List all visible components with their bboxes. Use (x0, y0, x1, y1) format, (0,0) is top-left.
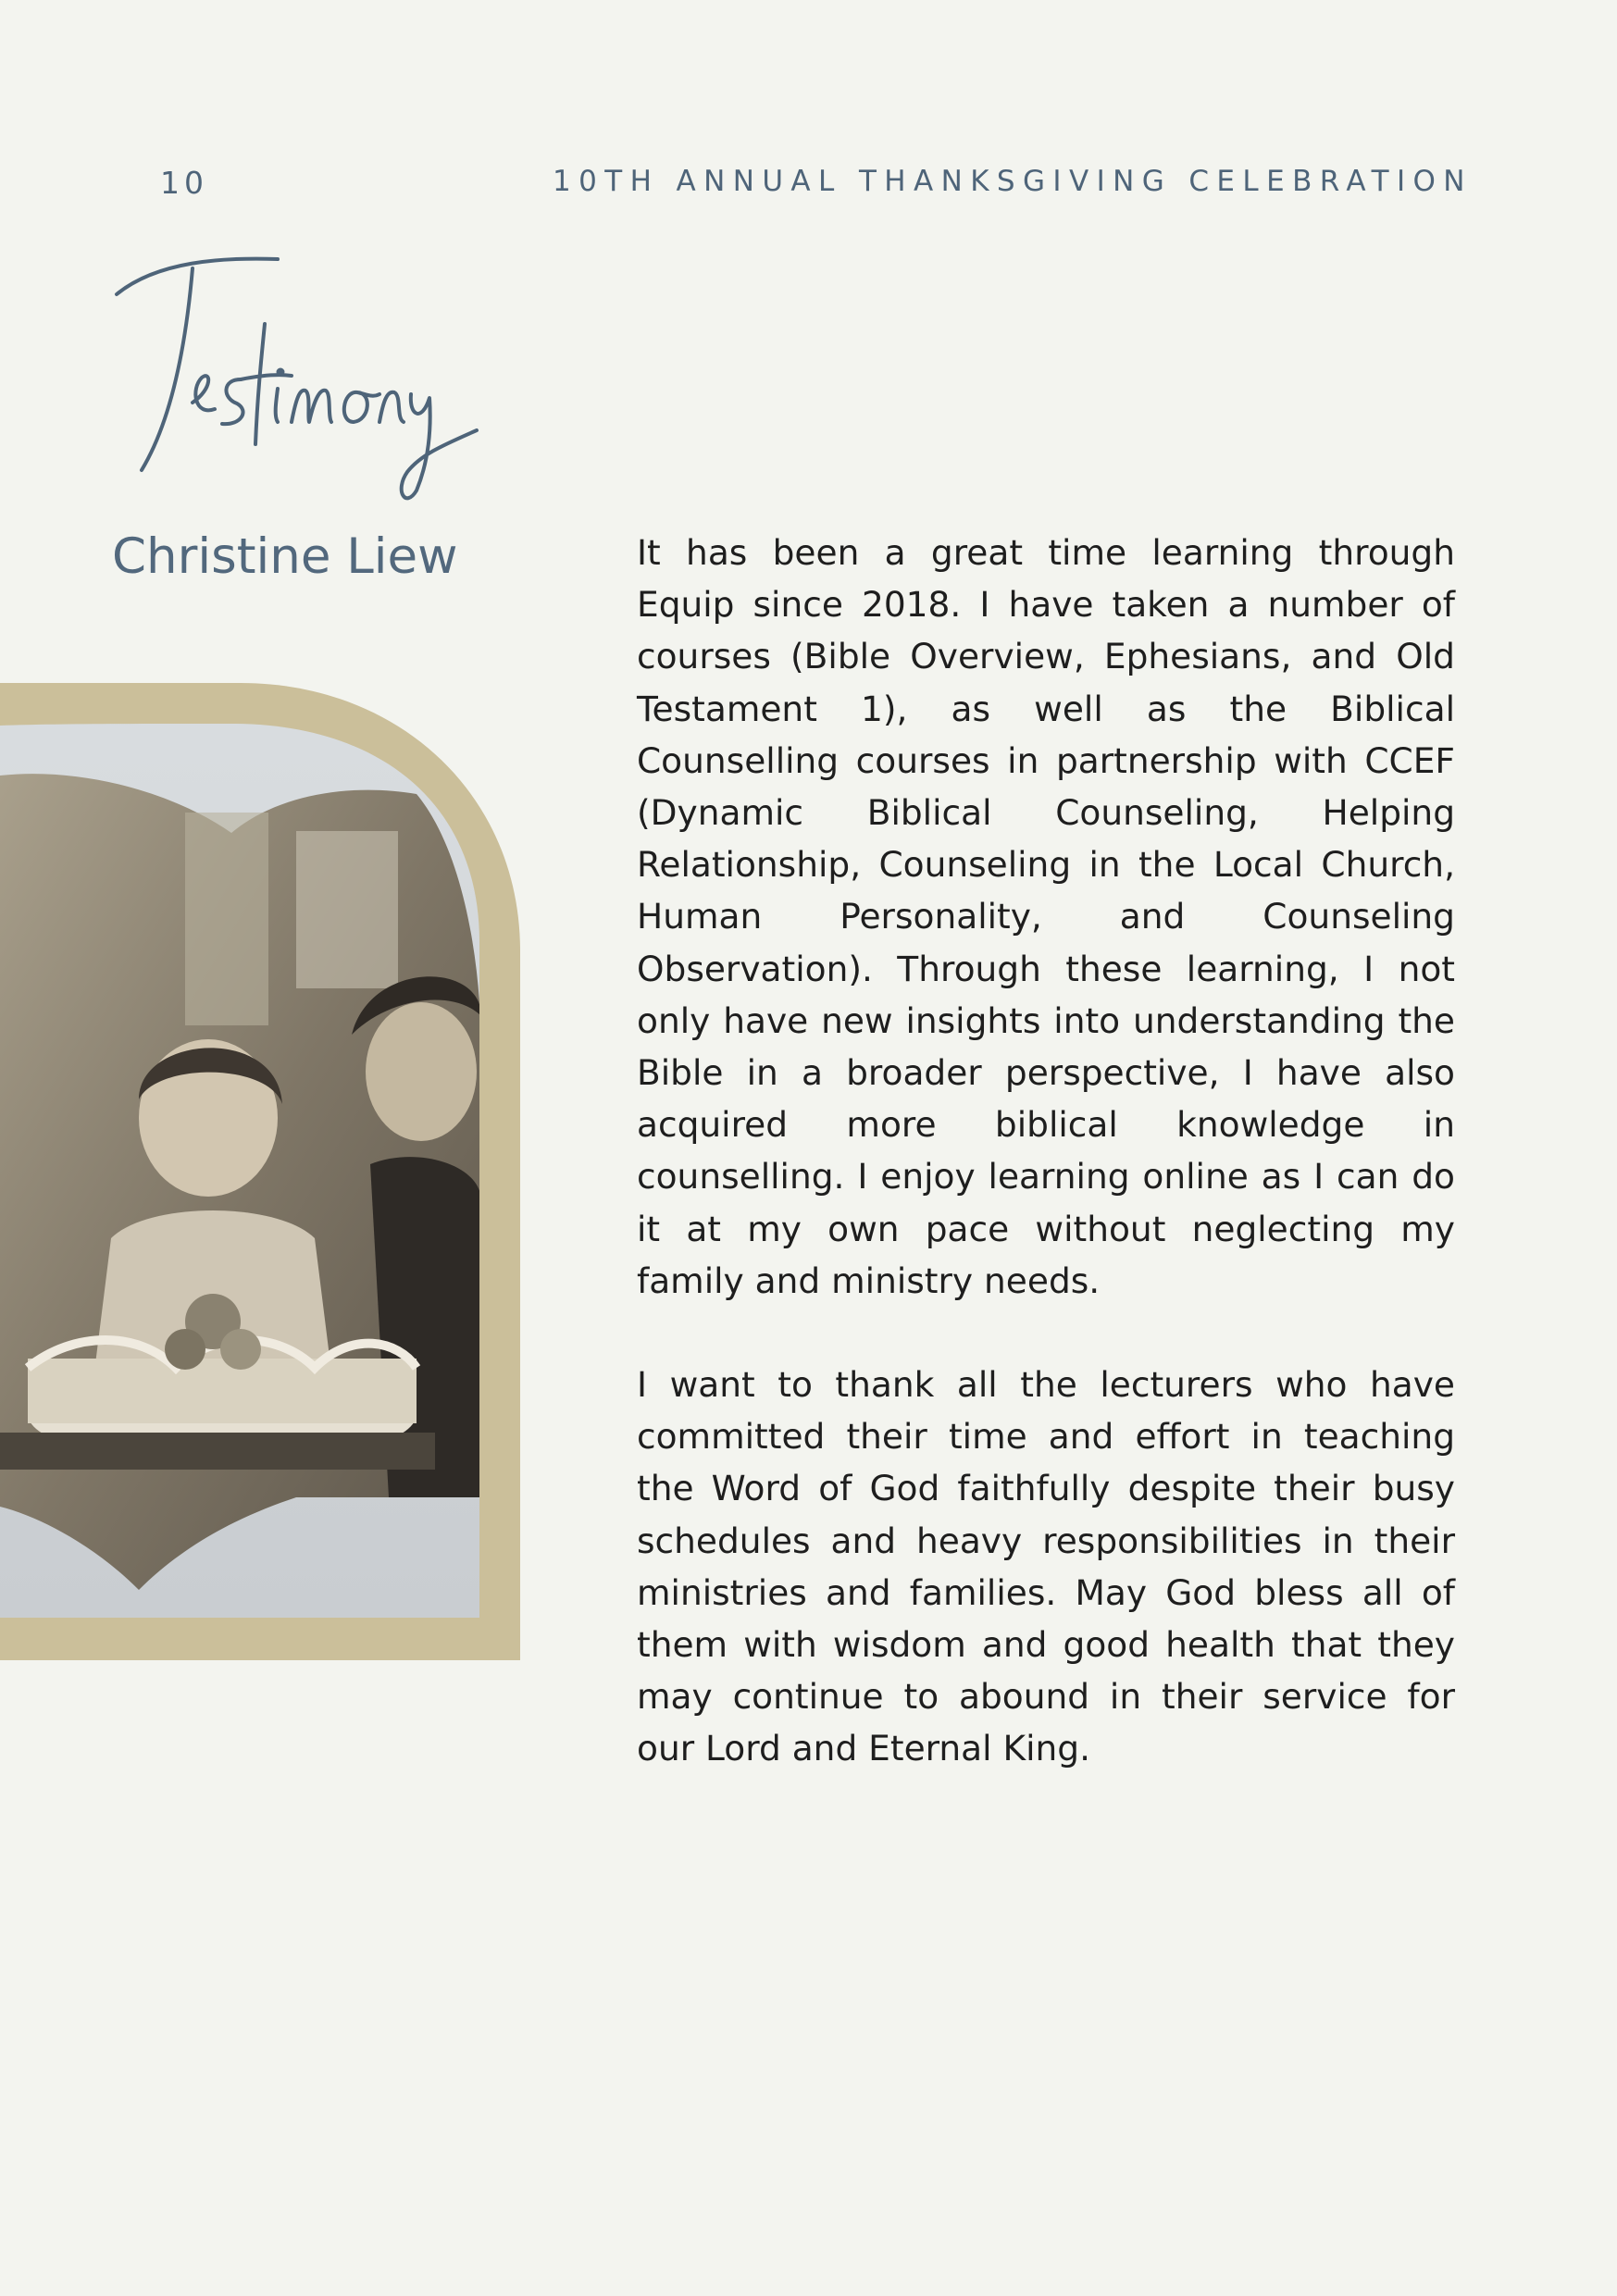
photo-frame (0, 683, 520, 1660)
author-name: Christine Liew (112, 528, 458, 585)
testimony-body (637, 527, 1455, 1827)
running-title: 10TH ANNUAL THANKSGIVING CELEBRATION (553, 165, 1473, 198)
testimony-script-title (102, 241, 509, 509)
photo-icon (0, 683, 520, 1660)
testimony-paragraph: I want to thank all the lecturers who have committed their time and effort in teaching the Word of God faithfully despite their busy schedules and heavy responsibilities in their ministries and families. May God bless all of them with wisdom and good health that they may continue to abound in their service for our Lord and Eternal King. (637, 1364, 1455, 1769)
script-heading (102, 241, 509, 509)
page-number: 10 (160, 165, 208, 201)
testimony-paragraph: It has been a great time learning through Equip since 2018. I have taken a number of courses (Bible Overview, Ephesians, and Old Testament 1), as well as the Biblical Counselling courses in partnership with CCEF (Dynamic Biblical Counseling, Helping Relationship, Counseling in the Local Church, Human Personality, and Counseling Observation). Through these learning, I not only have new insights into understanding the Bible in a broader perspective, I have also acquired more biblical knowledge in counselling. I enjoy learning online as I can do it at my own pace without neglecting my family and ministry needs. (637, 532, 1455, 1301)
